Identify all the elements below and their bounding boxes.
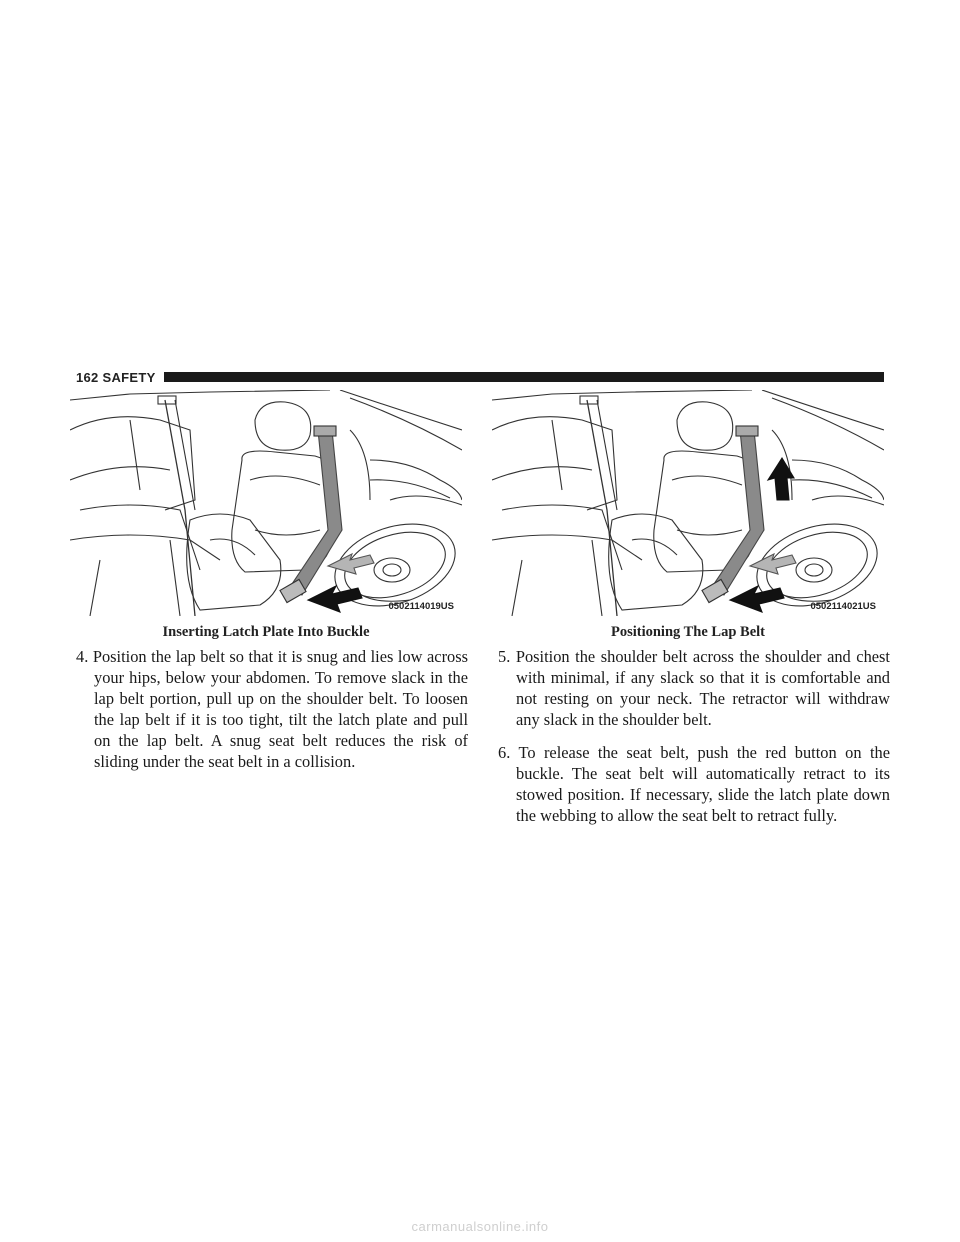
page-number-section: 162 SAFETY <box>76 369 156 385</box>
left-column <box>76 646 468 784</box>
page-header <box>76 369 884 385</box>
figure-code: 0502114019US <box>388 601 454 612</box>
step-4: 4. Position the lap belt so that it is snug and lies low across your hips, below your abdomen. To remove slack in the lap belt portion, pull up on the shoulder belt. To loosen the lap belt if it is too tight, tilt the latch plate and pull on the lap belt. A snug seat belt reduces the risk of sliding under the seat belt in a collision. <box>76 647 468 771</box>
step-5: 5. Position the shoulder belt across the shoulder and chest with minimal, if any slack so that it is comfortable and not resting on your neck. The retractor will withdraw any slack in the shoulder belt. <box>498 647 890 729</box>
right-column <box>498 646 890 838</box>
figure-latch-plate-illustration <box>70 390 462 616</box>
step-6: 6. To release the seat belt, push the red button on the buckle. The seat belt will automatically retract to its stowed position. If necessary, slide the latch plate down the webbing to allow the seat belt to retract fully. <box>498 743 890 825</box>
figure-lap-belt-illustration <box>492 390 884 616</box>
watermark: carmanualsonline.info <box>411 1219 549 1234</box>
figure-code: 0502114021US <box>810 601 876 612</box>
figure-caption: Positioning The Lap Belt <box>610 624 766 640</box>
figure-caption: Inserting Latch Plate Into Buckle <box>162 624 370 640</box>
header-rule <box>164 372 884 382</box>
